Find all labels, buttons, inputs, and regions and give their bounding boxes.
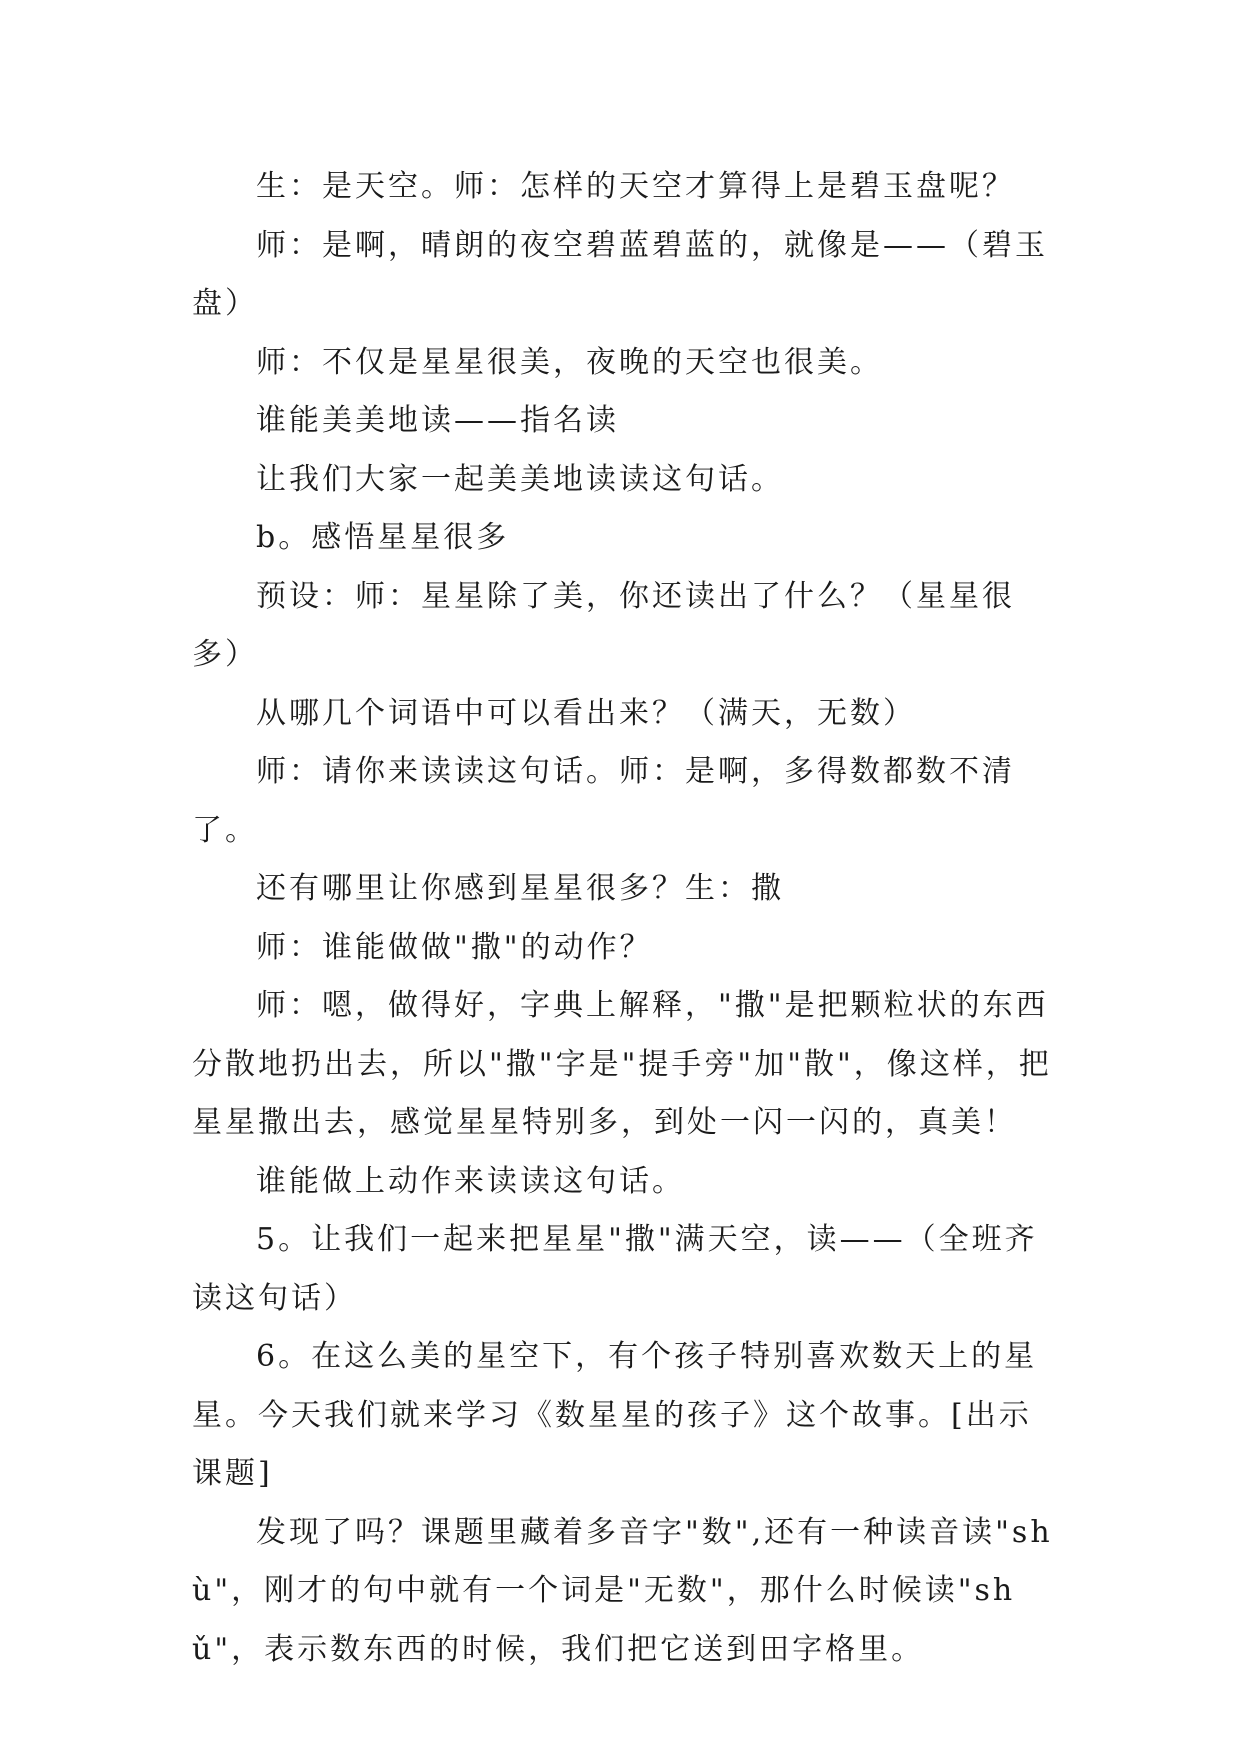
- paragraph: b。感悟星星很多: [256, 520, 510, 555]
- paragraph: 发现了吗？课题里藏着多音字"数",还有一种读音读"shù"，刚才的句中就有一个词是"无数"，那什么时候读"shǔ"，表示数东西的时候，我们把它送到田字格里。: [192, 1514, 1053, 1667]
- paragraph: 谁能美美地读——指名读: [256, 403, 619, 438]
- paragraph: 师：嗯，做得好，字典上解释，"撒"是把颗粒状的东西分散地扔出去，所以"撒"字是"提手旁"加"散"，像这样，把星星撒出去，感觉星星特别多，到处一闪一闪的，真美！: [192, 988, 1052, 1140]
- paragraph: 让我们大家一起美美地读读这句话。: [256, 461, 784, 497]
- paragraph: 还有哪里让你感到星星很多？生：撒: [256, 871, 784, 906]
- document-body: [192, 158, 1054, 1679]
- paragraph: 5。让我们一起来把星星"撒"满天空，读——（全班齐读这句话）: [192, 1222, 1038, 1316]
- paragraph: 师：请你来读读这句话。师：是啊，多得数都数不清了。: [192, 754, 1015, 848]
- paragraph: 从哪几个词语中可以看出来？（满天，无数）: [256, 695, 916, 731]
- paragraph: 谁能做上动作来读读这句话。: [256, 1163, 685, 1199]
- paragraph: 生：是天空。师：怎样的天空才算得上是碧玉盘呢？: [256, 169, 1015, 204]
- paragraph: 预设：师：星星除了美，你还读出了什么？（星星很多）: [192, 578, 1015, 672]
- paragraph: 师：不仅是星星很美，夜晚的天空也很美。: [256, 344, 883, 380]
- paragraph: 6。在这么美的星空下，有个孩子特别喜欢数天上的星星。今天我们就来学习《数星星的孩子》这个故事。[出示课题]: [192, 1339, 1038, 1491]
- paragraph: 师：谁能做做"撒"的动作？: [256, 929, 653, 965]
- paragraph: 师：是啊，晴朗的夜空碧蓝碧蓝的，就像是——（碧玉盘）: [192, 227, 1048, 321]
